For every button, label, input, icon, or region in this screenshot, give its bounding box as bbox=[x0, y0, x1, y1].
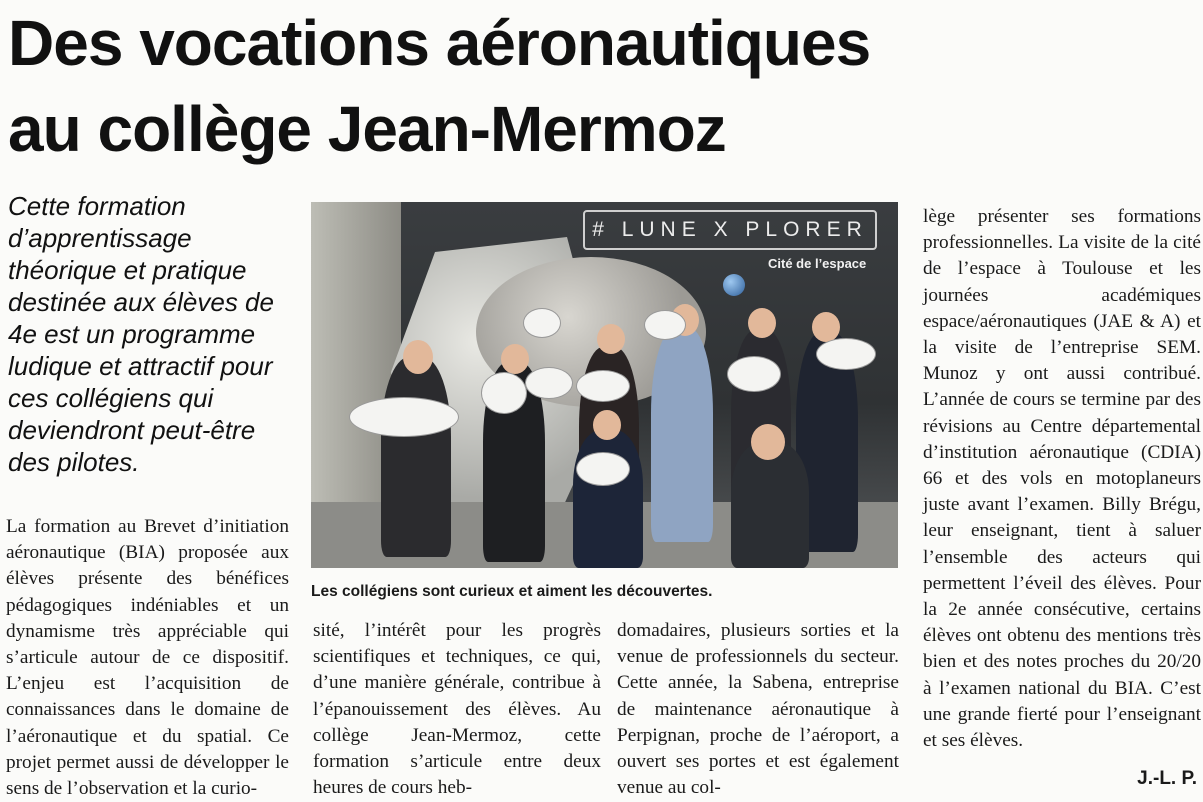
article-photo bbox=[311, 202, 898, 568]
photo-student-head bbox=[403, 340, 433, 374]
earth-icon bbox=[723, 274, 745, 296]
body-column-2: sité, l’intérêt pour les progrès scientifiques et techniques, ce qui, d’une manière générale, contribue à l’épanouissement des élèves. Au collège Jean-Mermoz, cette formation s’articule entre deux heures de cours heb- bbox=[313, 620, 601, 799]
photo-sign bbox=[816, 338, 876, 370]
photo-caption: Les collégiens sont curieux et aiment les découvertes. bbox=[311, 583, 713, 600]
photo-sign bbox=[727, 356, 781, 392]
photo-student bbox=[651, 327, 713, 542]
photo-student-head bbox=[748, 308, 776, 338]
photo-student-head bbox=[812, 312, 840, 342]
photo-student-head bbox=[593, 410, 621, 440]
photo-sign bbox=[576, 370, 630, 402]
photo-cite-logo: Cité de l’espace bbox=[768, 256, 867, 271]
body-column-3: domadaires, plusieurs sorties et la venue de professionnels du secteur. Cette année, la Sabena, entreprise de maintenance aéronautique à Perpignan, proche de l’aéroport, a ouvert ses portes et est également venue au col- bbox=[617, 620, 899, 799]
headline-line-1: Des vocations aéronautiques bbox=[8, 7, 871, 79]
photo-banner: # LUNE X PLORER bbox=[583, 210, 877, 250]
photo-sign bbox=[644, 310, 686, 340]
photo-student-head bbox=[751, 424, 785, 460]
headline bbox=[8, 0, 1198, 172]
body-column-1: La formation au Brevet d’initiation aéronautique (BIA) proposée aux élèves présente des bénéfices pédagogiques indéniables et un dynamisme très appréciable qui s’articule autour de ce dispositif. L’enjeu est l’acquisition de connaissances dans le domaine de l’aéronautique et du spatial. Ce projet permet aussi de développer le sens de l’observation et la curio- bbox=[6, 516, 289, 800]
photo-student bbox=[573, 430, 643, 568]
photo-student bbox=[731, 442, 809, 568]
photo-student-head bbox=[597, 324, 625, 354]
headline-line-2: au collège Jean-Mermoz bbox=[8, 93, 726, 165]
photo-student bbox=[381, 357, 451, 557]
photo-sign bbox=[523, 308, 561, 338]
lead-paragraph: Cette formation d’apprentissage théorique et pratique destinée aux élèves de 4e est un programme ludique et attractif pour ces collégiens qui deviendront peut-être des pilotes. bbox=[8, 191, 274, 477]
photo-sign bbox=[525, 367, 573, 399]
body-column-4: lège présenter ses formations professionnelles. La visite de la cité de l’espace à Toulouse et les journées académiques espace/aéronautiques (JAE & A) et la visite de l’entreprise SEM. Munoz y ont aussi contribué. L’année de cours se termine par des révisions au Centre départemental d’institution aéronautique (CDIA) 66 et des vols en motoplaneurs juste avant l’examen. Billy Brégu, leur enseignant, tient à saluer l’ensemble des acteurs qui permettent l’éveil des élèves. Pour la 2e année consécutive, certains élèves ont obtenu des mentions très bien et des notes proches du 20/20 à l’examen national du BIA. C’est une grande fierté pour l’enseignant et ses élèves. bbox=[923, 206, 1201, 752]
photo-sign bbox=[349, 397, 459, 437]
photo-student-head bbox=[501, 344, 529, 374]
photo-sign bbox=[576, 452, 630, 486]
author-signature: J.-L. P. bbox=[1137, 768, 1197, 789]
photo-sign bbox=[481, 372, 527, 414]
